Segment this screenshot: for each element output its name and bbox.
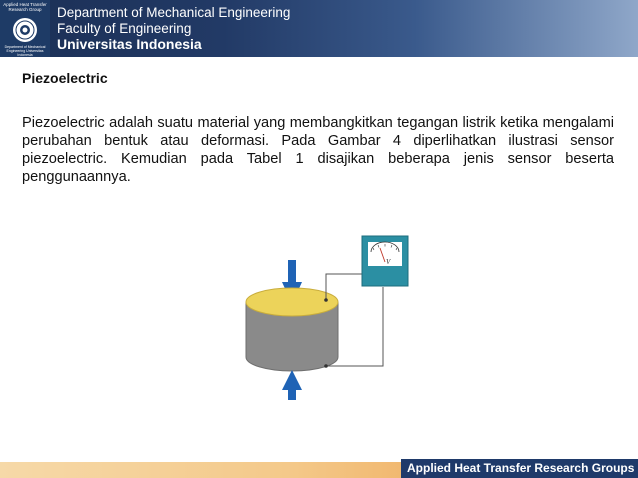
logo-top-text: Applied Heat Transfer Research Group [3, 2, 47, 12]
faculty-name: Faculty of Engineering [57, 21, 192, 36]
footer-label-box [401, 459, 638, 478]
department-name: Department of Mechanical Engineering [57, 5, 291, 20]
bottom-force-arrow-icon [282, 370, 302, 400]
piezoelectric-sensor-illustration [240, 232, 420, 404]
university-name: Universitas Indonesia [57, 36, 202, 52]
slide-title: Piezoelectric [22, 70, 108, 86]
top-terminal [324, 298, 328, 302]
voltmeter-icon [362, 236, 408, 286]
body-paragraph: Piezoelectric adalah suatu material yang membangkitkan tegangan listrik ketika mengalami perubahan bentuk atau deformasi. Pada Gambar 4 diperlihatkan ilustrasi sensor piezoelectric. Kemudian pada Tabel 1 disajikan beberapa jenis sensor beserta penggunaannya. [22, 115, 614, 185]
footer-text: Applied Heat Transfer Research Groups [407, 461, 635, 475]
bottom-terminal [324, 364, 328, 368]
logo-bottom-text: Department of Mechanical Engineering Universitas Indonesia [4, 45, 46, 57]
slide-header [0, 0, 638, 57]
voltmeter-label: V [386, 258, 391, 266]
group-logo [0, 0, 50, 57]
piezo-cylinder [246, 288, 338, 371]
university-seal-icon [12, 17, 38, 43]
